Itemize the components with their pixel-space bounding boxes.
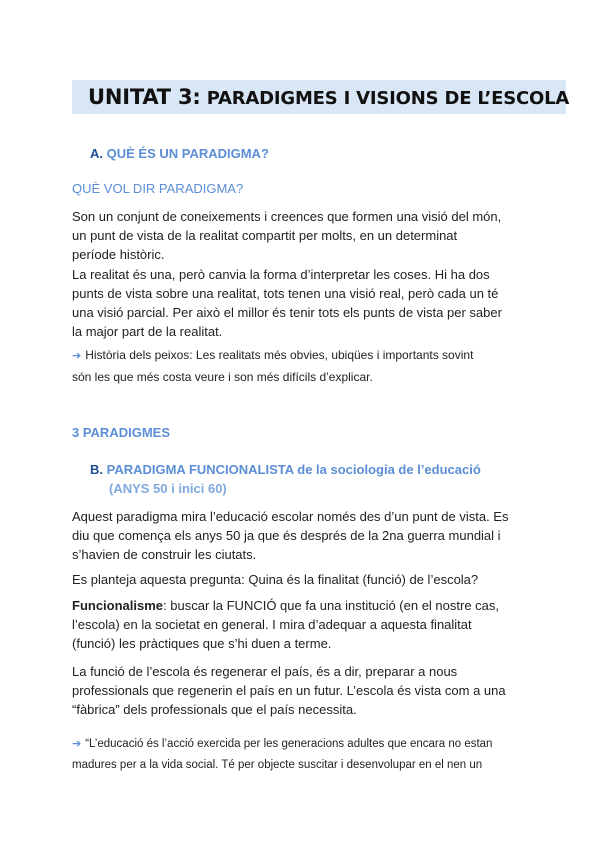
note-peixos — [72, 345, 532, 388]
text-line: Història dels peixos: Les realitats més obvies, ubiqües i importants sovint — [85, 348, 474, 362]
text-line: madures per a la vida social. Té per objecte suscitar i desenvolupar en el nen un — [72, 759, 483, 771]
text-line: La realitat és una, però canvia la forma d’interpretar les coses. Hi ha dos — [72, 267, 490, 282]
text-line: Es planteja aquesta pregunta: Quina és la finalitat (funció) de l’escola? — [72, 572, 479, 587]
section-a-letter: A. — [90, 146, 103, 161]
text-line: (funció) les pràctiques que s’hi duen a terme. — [72, 636, 332, 651]
text-line: punts de vista sobre una realitat, tots tenen una visió real, però cada un té — [72, 286, 499, 301]
arrow-right-icon: ➔ — [72, 350, 82, 362]
text-line: La funció de l’escola és regenerar el país, és a dir, preparar a nous — [72, 664, 458, 679]
title-bar — [72, 80, 570, 114]
section-b-heading — [90, 462, 481, 477]
quote-durkheim — [72, 734, 532, 776]
text-line: són les que més costa veure i son més difícils d’explicar. — [72, 370, 373, 384]
text-line: Aquest paradigma mira l’educació escolar només des d’un punt de vista. Es — [72, 509, 509, 524]
text-line: l’escola) en la societat en general. I mira d’adequar a aquesta finalitat — [72, 617, 472, 632]
paragraph-funcionalisme — [72, 596, 532, 653]
section-b-subtitle: (ANYS 50 i inici 60) — [109, 481, 227, 496]
paragraph-realitat — [72, 265, 532, 341]
text-line: “fàbrica” dels professionals que el país necessita. — [72, 702, 357, 717]
paragraph-funcio-escola — [72, 662, 532, 719]
section-a-title: QUÈ ÉS UN PARADIGMA? — [106, 146, 269, 161]
paragraph-pregunta — [72, 570, 532, 589]
paragraph-funcionalista — [72, 507, 532, 564]
title-rest: PARADIGMES I VISIONS DE L’ESCOLA — [206, 88, 570, 109]
section-a-heading — [90, 146, 269, 161]
text-line: Son un conjunt de coneixements i creences que formen una visió del món, — [72, 209, 502, 224]
section-3-heading: 3 PARADIGMES — [72, 425, 170, 440]
text-line: diu que comença els anys 50 ja que és després de la 2na guerra mundial i — [72, 528, 501, 543]
text-line: una visió parcial. Per això el millor és tenir tots els punts de vista per saber — [72, 305, 502, 320]
paragraph-definition — [72, 207, 532, 264]
subheading-paradigma: QUÈ VOL DIR PARADIGMA? — [72, 181, 244, 196]
section-b-title: PARADIGMA FUNCIONALISTA de la sociologia de l’educació — [106, 462, 481, 477]
title-unit: UNITAT 3: — [88, 85, 201, 109]
page-title — [88, 85, 569, 109]
term-funcionalisme: Funcionalisme — [72, 598, 164, 613]
text-line: professionals que regenerin el país en un futur. L’escola és vista com a una — [72, 683, 506, 698]
text-line: període històric. — [72, 247, 165, 262]
text-line: “L’educació és l’acció exercida per les generacions adultes que encara no estan — [85, 738, 493, 750]
text-line: un punt de vista de la realitat compartit per molts, en un determinat — [72, 228, 458, 243]
text-line: la major part de la realitat. — [72, 324, 223, 339]
text-line: : buscar la FUNCIÓ que fa una institució (en el nostre cas, — [163, 598, 500, 613]
arrow-right-icon: ➔ — [72, 738, 82, 750]
text-line: s’havien de construir les ciutats. — [72, 547, 257, 562]
section-b-letter: B. — [90, 462, 103, 477]
